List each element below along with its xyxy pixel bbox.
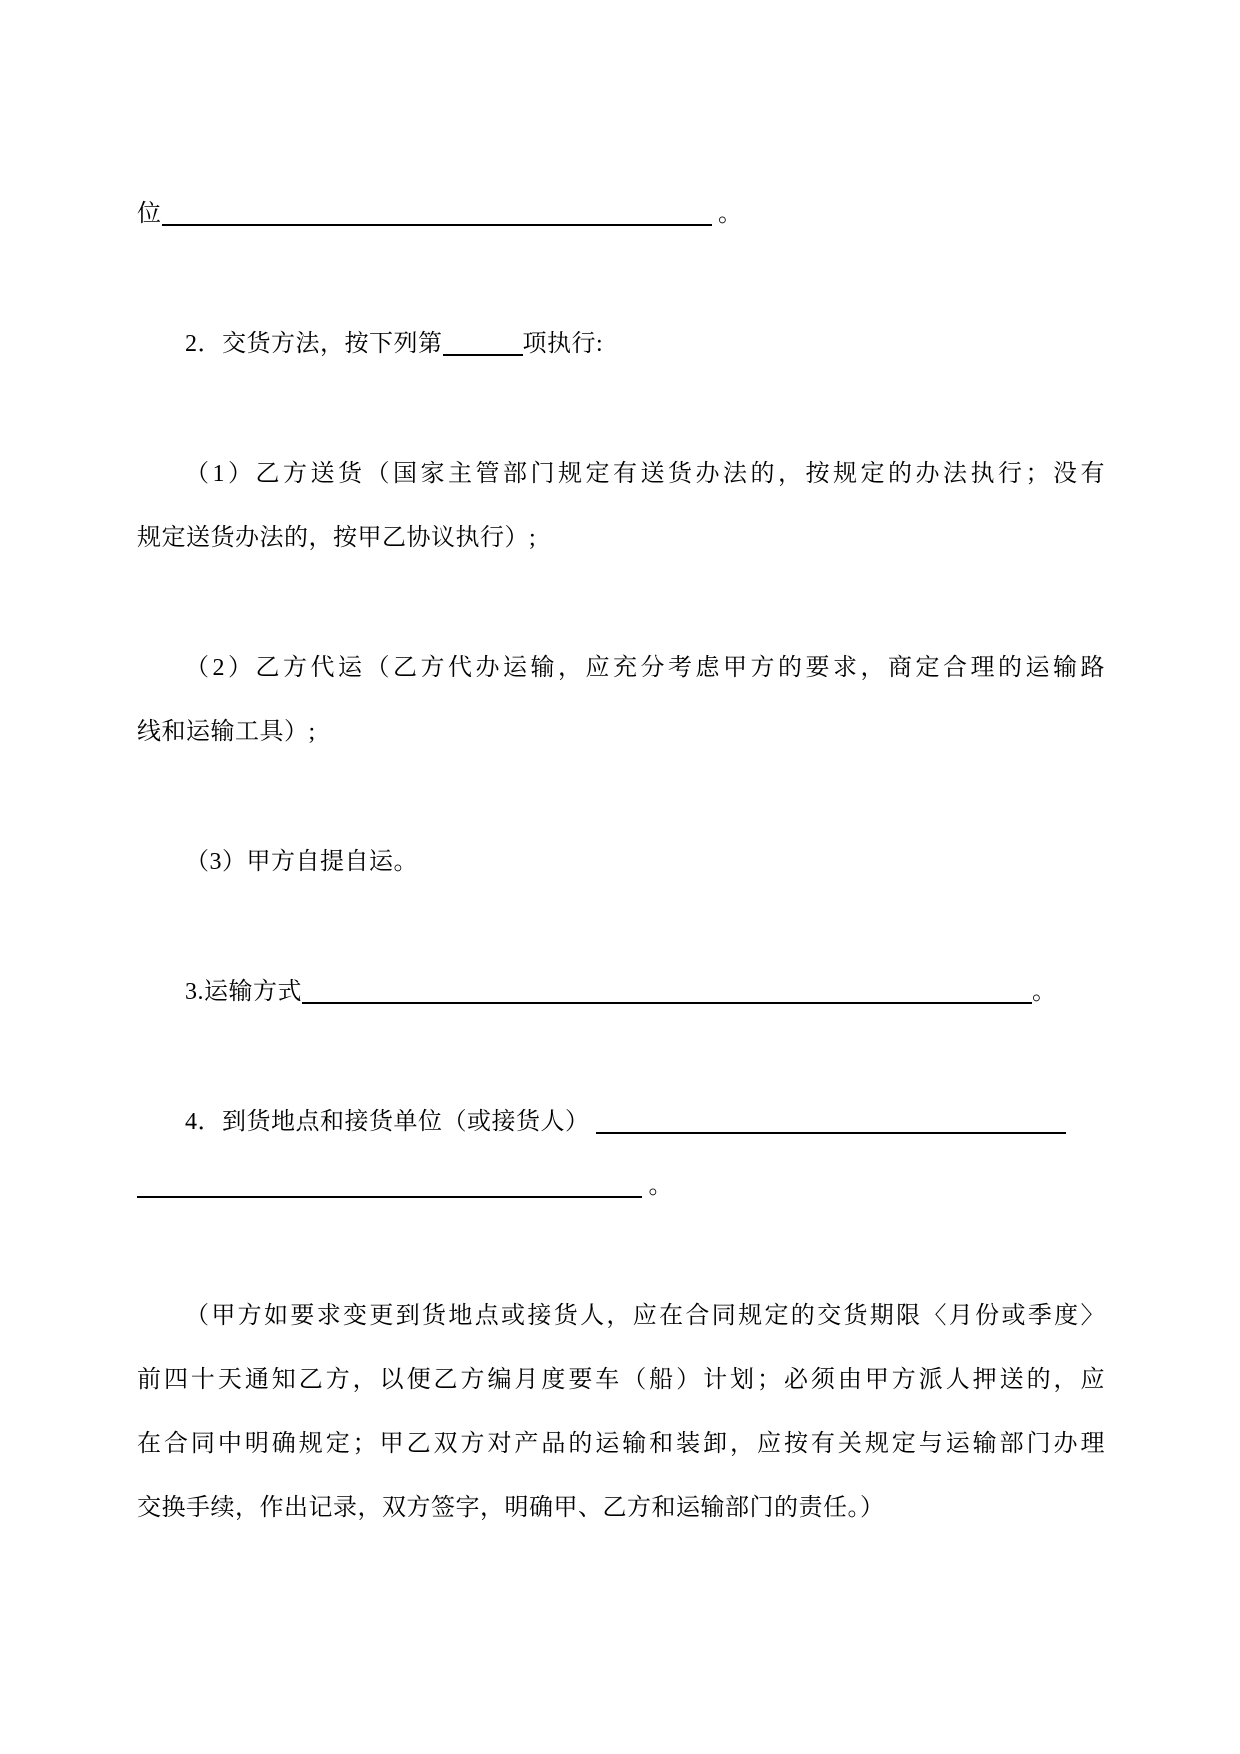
blank-fill-in-field [162, 206, 712, 226]
text-segment: 线和运输工具）; [137, 719, 316, 745]
option-3-buyer-self-pickup [137, 830, 1105, 894]
text-segment: 在合同中明确规定；甲乙双方对产品的运输和装卸，应按有关规定与运输部门办理 [137, 1431, 1105, 1457]
text-segment: 2．交货方法，按下列第 [185, 331, 443, 357]
option-2-seller-arranges-transport [137, 636, 1105, 764]
text-segment: （3）甲方自提自运。 [185, 849, 418, 875]
text-line [137, 1154, 1105, 1218]
text-segment: 。 [642, 1173, 673, 1199]
continuation-line-unit [137, 182, 1105, 246]
option-1-seller-delivers [137, 442, 1105, 570]
blank-fill-in-field [443, 336, 523, 356]
text-segment: 交换手续，作出记录，双方签字，明确甲、乙方和运输部门的责任。） [137, 1495, 885, 1521]
text-line [137, 700, 1105, 764]
text-line [137, 830, 1105, 894]
item-2-delivery-method [137, 312, 1105, 376]
text-line [137, 506, 1105, 570]
blank-fill-in-field [302, 984, 1032, 1004]
text-segment: （1）乙方送货（国家主管部门规定有送货办法的，按规定的办法执行；没有 [185, 461, 1105, 487]
text-line [137, 182, 1105, 246]
text-segment: 。 [711, 201, 743, 227]
text-segment: 4．到货地点和接货单位（或接货人） [185, 1109, 596, 1135]
text-line [137, 960, 1105, 1024]
text-segment: 项执行: [522, 331, 604, 357]
note-change-of-destination [137, 1284, 1105, 1540]
text-segment: 位 [137, 201, 162, 227]
text-line [137, 636, 1105, 700]
text-line [137, 1412, 1105, 1476]
text-segment: 。 [1032, 979, 1057, 1005]
text-line [137, 442, 1105, 506]
text-line [137, 312, 1105, 376]
text-segment: （甲方如要求变更到货地点或接货人，应在合同规定的交货期限〈月份或季度〉 [185, 1303, 1105, 1329]
text-segment: 前四十天通知乙方，以便乙方编月度要车（船）计划；必须由甲方派人押送的，应 [137, 1367, 1105, 1393]
item-4-destination-and-consignee [137, 1090, 1105, 1218]
blank-fill-in-field [137, 1178, 642, 1198]
text-line [137, 1090, 1105, 1154]
text-line [137, 1348, 1105, 1412]
text-segment: 规定送货办法的，按甲乙协议执行）; [137, 525, 537, 551]
text-line [137, 1476, 1105, 1540]
blank-fill-in-field [596, 1114, 1066, 1134]
text-line [137, 1284, 1105, 1348]
item-3-transport-mode [137, 960, 1105, 1024]
text-segment: （2）乙方代运（乙方代办运输，应充分考虑甲方的要求，商定合理的运输路 [185, 655, 1105, 681]
text-segment: 3.运输方式 [185, 979, 302, 1005]
